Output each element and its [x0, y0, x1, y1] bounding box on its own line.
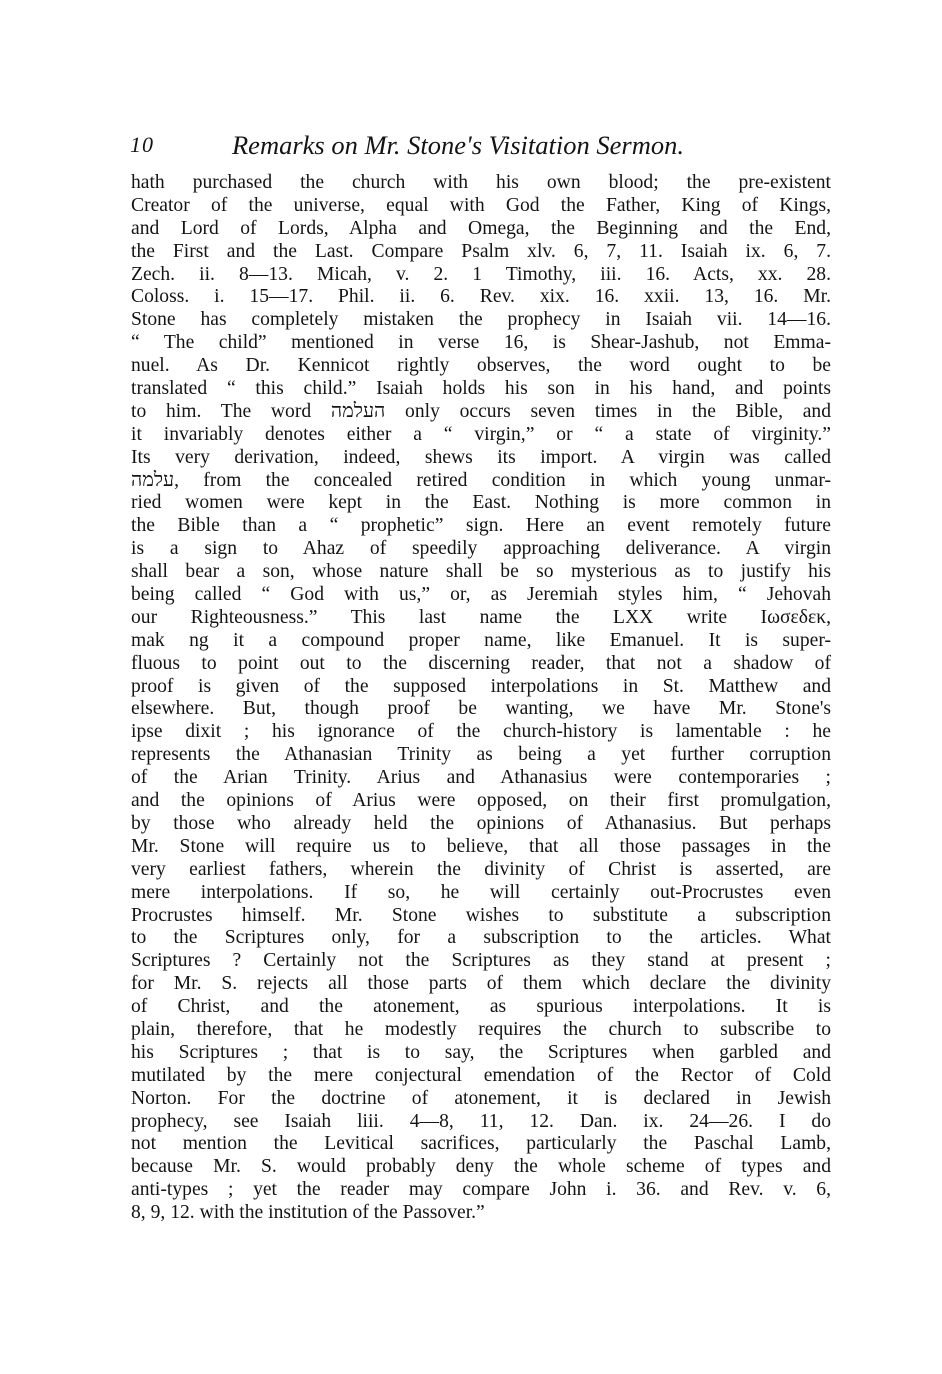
text-line: hath purchased the church with his own blood; the pre-existent	[131, 172, 831, 193]
text-line: the First and the Last. Compare Psalm xlv. 6, 7, 11. Isaiah ix. 6, 7.	[131, 240, 831, 262]
text-line: for Mr. S. rejects all those parts of them which declare the divinity	[131, 973, 831, 995]
text-line: plain, therefore, that he modestly requires the church to subscribe to	[131, 1018, 831, 1040]
text-line: “ The child” mentioned in verse 16, is Shear-Jashub, not Emma-	[131, 332, 831, 354]
text-line: ipse dixit ; his ignorance of the church-history is lamentable : he	[131, 721, 831, 743]
text-line: mutilated by the mere conjectural emendation of the Rector of Cold	[131, 1064, 831, 1086]
text-line: Its very derivation, indeed, shews its import. A virgin was called	[131, 446, 831, 468]
page-number: 10	[130, 132, 154, 157]
text-line: and Lord of Lords, Alpha and Omega, the Beginning and the End,	[131, 217, 831, 239]
text-line: Coloss. i. 15—17. Phil. ii. 6. Rev. xix. 16. xxii. 13, 16. Mr.	[131, 286, 831, 308]
text-line: Norton. For the doctrine of atonement, it is declared in Jewish	[131, 1087, 831, 1109]
text-line: to him. The word העלמה only occurs seven times in the Bible, and	[131, 400, 831, 422]
text-line: of Christ, and the atonement, as spurious interpolations. It is	[131, 996, 831, 1018]
text-line: it invariably denotes either a “ virgin,” or “ a state of virginity.”	[131, 423, 831, 445]
text-line: Procrustes himself. Mr. Stone wishes to substitute a subscription	[131, 904, 831, 926]
text-line: anti-types ; yet the reader may compare John i. 36. and Rev. v. 6,	[131, 1179, 831, 1201]
text-line: the Bible than a “ prophetic” sign. Here an event remotely future	[131, 515, 831, 537]
text-line: עלמה, from the concealed retired condition in which young unmar-	[131, 469, 831, 491]
text-line: because Mr. S. would probably deny the whole scheme of types and	[131, 1156, 831, 1178]
text-line: elsewhere. But, though proof be wanting, we have Mr. Stone's	[131, 698, 831, 720]
text-line: not mention the Levitical sacrifices, particularly the Paschal Lamb,	[131, 1133, 831, 1155]
text-line: Zech. ii. 8—13. Micah, v. 2. 1 Timothy, iii. 16. Acts, xx. 28.	[131, 263, 831, 285]
running-title: Remarks on Mr. Stone's Visitation Sermon.	[232, 130, 684, 160]
text-line: proof is given of the supposed interpolations in St. Matthew and	[131, 675, 831, 697]
text-line: Scriptures ? Certainly not the Scriptures as they stand at present ;	[131, 950, 831, 972]
text-line: our Righteousness.” This last name the LXX write Ιωσεδεκ,	[131, 606, 831, 628]
text-line: shall bear a son, whose nature shall be so mysterious as to justify his	[131, 561, 831, 583]
text-line: mere interpolations. If so, he will certainly out-Procrustes even	[131, 881, 831, 903]
text-line: by those who already held the opinions of Athanasius. But perhaps	[131, 812, 831, 834]
text-line: his Scriptures ; that is to say, the Scriptures when garbled and	[131, 1041, 831, 1063]
text-line: is a sign to Ahaz of speedily approaching deliverance. A virgin	[131, 538, 831, 560]
text-line: Mr. Stone will require us to believe, that all those passages in the	[131, 835, 831, 857]
text-line: prophecy, see Isaiah liii. 4—8, 11, 12. Dan. ix. 24—26. I do	[131, 1110, 831, 1132]
text-line: Stone has completely mistaken the prophecy in Isaiah vii. 14—16.	[131, 309, 831, 331]
text-line: represents the Athanasian Trinity as being a yet further corruption	[131, 744, 831, 766]
text-line: ried women were kept in the East. Nothing is more common in	[131, 492, 831, 514]
text-line: being called “ God with us,” or, as Jeremiah styles him, “ Jehovah	[131, 584, 831, 606]
text-line: and the opinions of Arius were opposed, on their first promulgation,	[131, 790, 831, 812]
text-line: mak ng it a compound proper name, like Emanuel. It is super-	[131, 629, 831, 651]
text-line-final: 8, 9, 12. with the institution of the Passover.”	[131, 1202, 485, 1224]
body-paragraph	[131, 172, 831, 1225]
text-line: to the Scriptures only, for a subscription to the articles. What	[131, 927, 831, 949]
text-line: of the Arian Trinity. Arius and Athanasius were contemporaries ;	[131, 767, 831, 789]
text-line: translated “ this child.” Isaiah holds his son in his hand, and points	[131, 378, 831, 400]
text-line: fluous to point out to the discerning reader, that not a shadow of	[131, 652, 831, 674]
text-line: very earliest fathers, wherein the divinity of Christ is asserted, are	[131, 858, 831, 880]
page-header	[130, 130, 830, 170]
text-line: nuel. As Dr. Kennicot rightly observes, the word ought to be	[131, 355, 831, 377]
text-line: Creator of the universe, equal with God the Father, King of Kings,	[131, 194, 831, 216]
